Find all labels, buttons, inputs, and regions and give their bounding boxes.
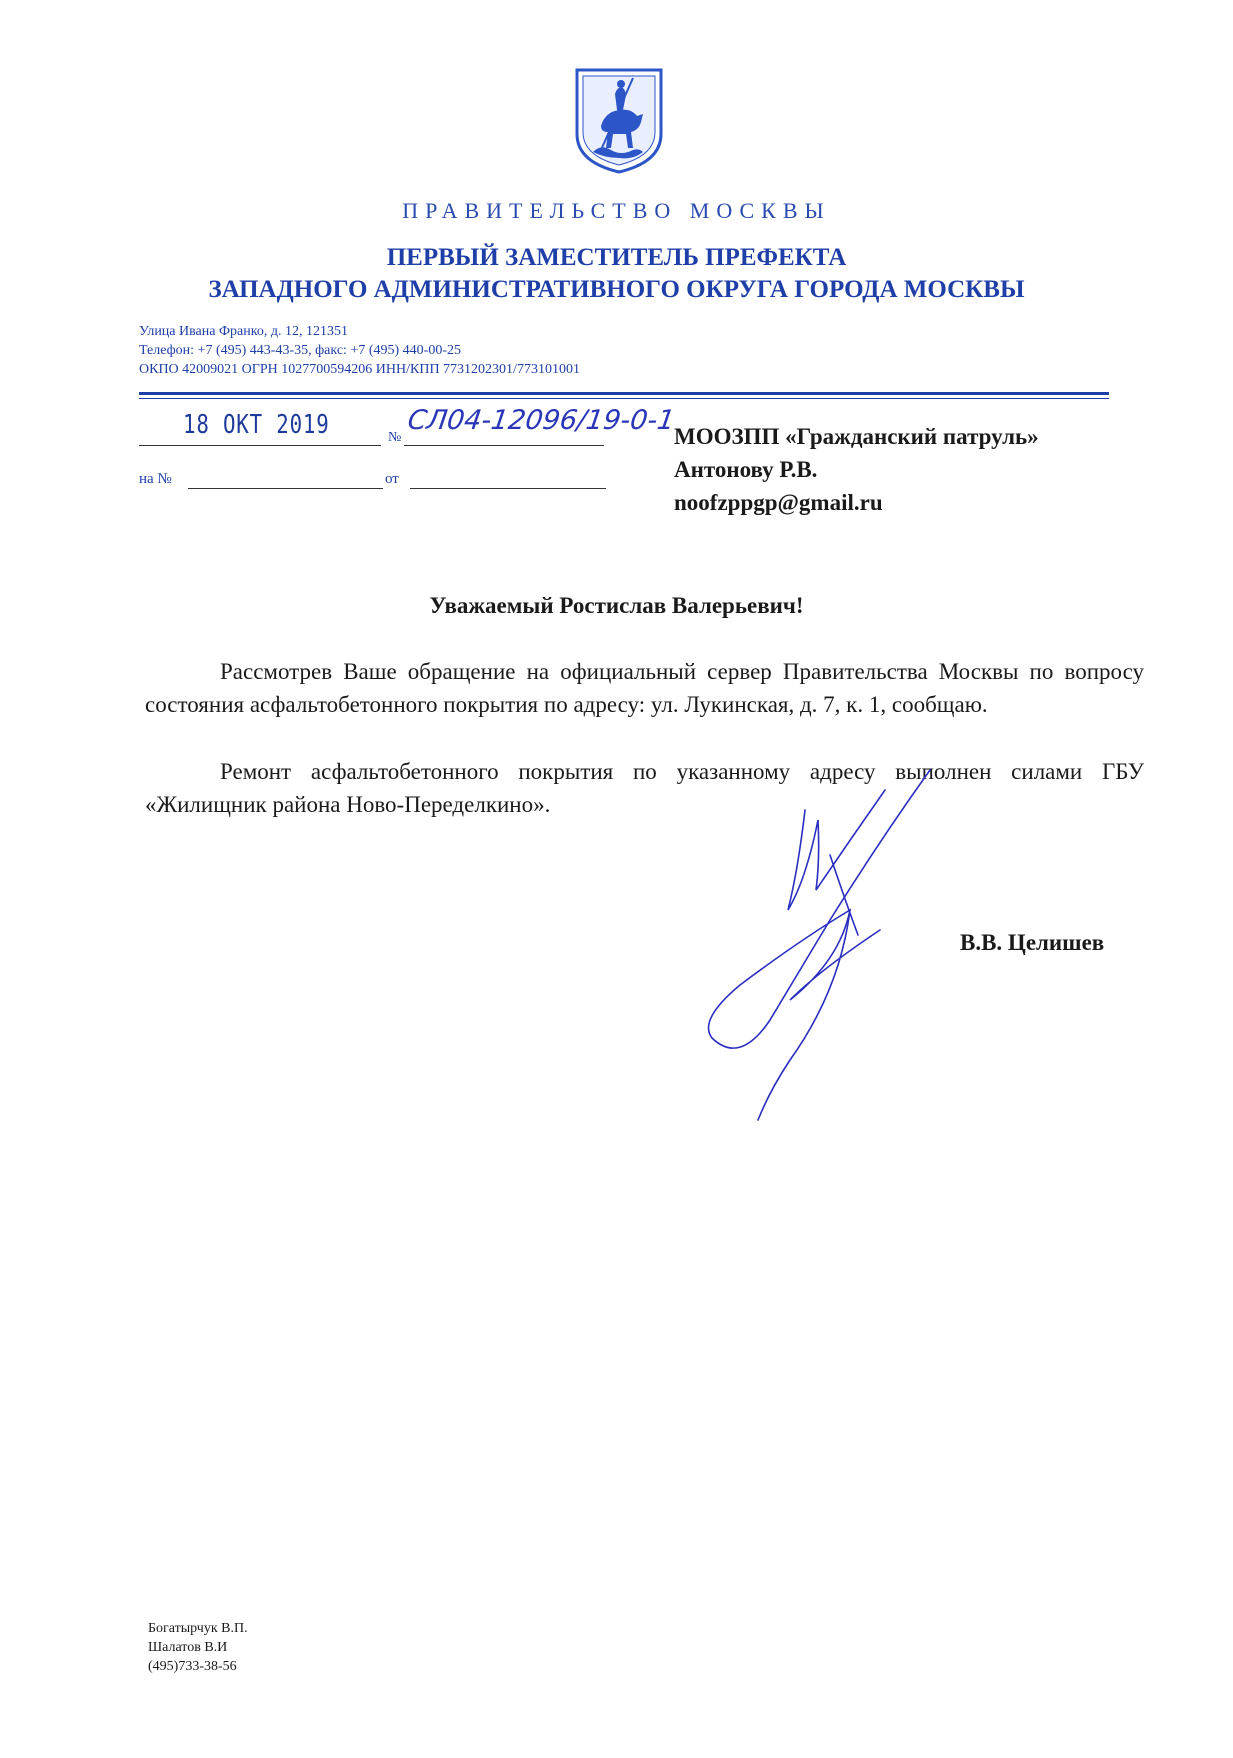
handwritten-signature <box>680 760 940 1130</box>
executor-line-1: Богатырчук В.П. <box>148 1621 248 1636</box>
office-title-line1: ПЕРВЫЙ ЗАМЕСТИТЕЛЬ ПРЕФЕКТА <box>386 244 847 271</box>
registration-date-line <box>139 445 381 446</box>
letterhead-address: Улица Ивана Франко, д. 12, 121351 <box>139 324 348 339</box>
body-paragraph-1: Рассмотрев Ваше обращение на официальный сервер Правительства Москвы по вопросу состояния асфальтобетонного покрытия по адресу: ул. Лукинская, д. 7, к. 1, сообщаю. <box>145 659 1144 717</box>
reference-number-label: на № <box>139 471 172 487</box>
registration-number-line <box>404 445 604 446</box>
letterhead-codes: ОКПО 42009021 ОГРН 1027700594206 ИНН/КПП 7731202301/773101001 <box>139 362 580 377</box>
addressee-email: noofzppgp@gmail.ru <box>674 490 883 515</box>
moscow-coat-of-arms-icon <box>571 64 667 176</box>
salutation: Уважаемый Ростислав Валерьевич! <box>429 593 804 618</box>
addressee-organization: МООЗПП «Гражданский патруль» <box>674 424 1039 449</box>
executor-phone: (495)733-38-56 <box>148 1659 237 1674</box>
registration-number-handwritten: СЛ04-12096/19-0-1 <box>405 405 677 436</box>
registration-date-stamp: 18 ОКТ 2019 <box>183 410 330 440</box>
addressee-name: Антонову Р.В. <box>674 457 818 482</box>
signer-name: В.В. Целишев <box>960 930 1105 955</box>
reference-number-line <box>188 488 383 489</box>
reference-date-line <box>410 488 606 489</box>
office-title-line2: ЗАПАДНОГО АДМИНИСТРАТИВНОГО ОКРУГА ГОРОДА МОСКВЫ <box>208 276 1025 303</box>
letterhead-phone: Телефон: +7 (495) 443-43-35, факс: +7 (495) 440-00-25 <box>139 343 461 358</box>
body-paragraph-2: Ремонт асфальтобетонного покрытия по указанному адресу выполнен силами ГБУ «Жилищник района Ново-Переделкино». <box>145 759 1144 817</box>
government-title: ПРАВИТЕЛЬСТВО МОСКВЫ <box>402 198 831 223</box>
letterhead-rule-thin <box>139 398 1109 399</box>
reference-date-label: от <box>385 471 399 487</box>
letterhead-rule <box>139 392 1109 395</box>
executor-line-2: Шалатов В.И <box>148 1640 228 1655</box>
registration-number-label: № <box>388 430 402 445</box>
